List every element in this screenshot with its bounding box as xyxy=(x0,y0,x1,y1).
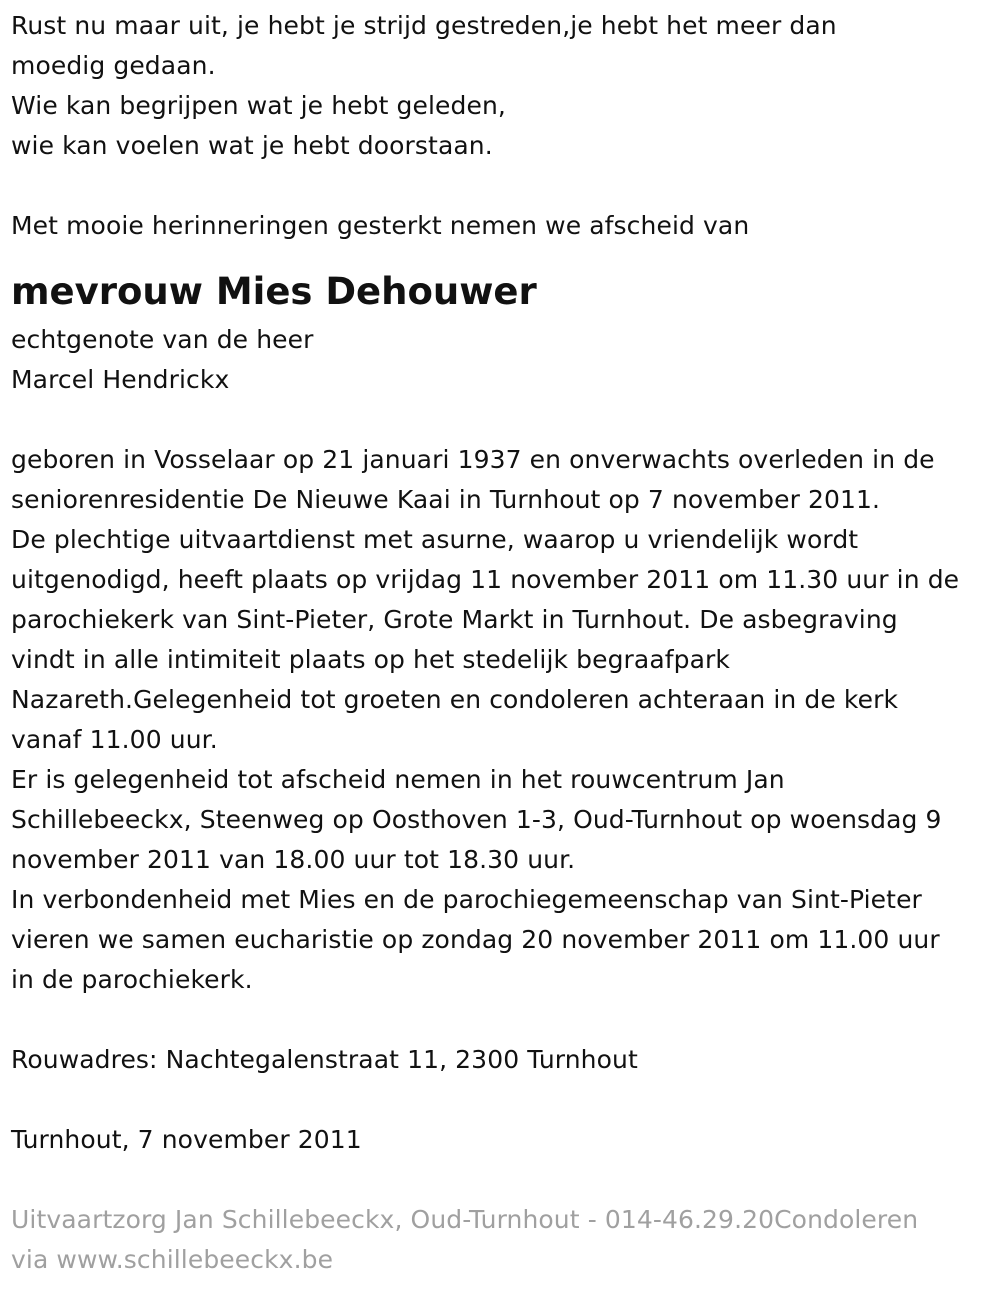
body-line: uitgenodigd, heeft plaats op vrijdag 11 november 2011 om 11.30 uur in de xyxy=(11,565,960,594)
spacer xyxy=(11,166,996,206)
poem xyxy=(11,6,996,166)
body-line: De plechtige uitvaartdienst met asurne, waarop u vriendelijk wordt xyxy=(11,525,859,554)
body-line: november 2011 van 18.00 uur tot 18.30 uur. xyxy=(11,845,576,874)
body-line: geboren in Vosselaar op 21 januari 1937 en onverwachts overleden in de xyxy=(11,445,935,474)
relation-line: echtgenote van de heer xyxy=(11,325,314,354)
footer-line: via www.schillebeeckx.be xyxy=(11,1245,334,1274)
body-line: vieren we samen eucharistie op zondag 20 november 2011 om 11.00 uur xyxy=(11,925,940,954)
body-line: parochiekerk van Sint-Pieter, Grote Markt in Turnhout. De asbegraving xyxy=(11,605,898,634)
obituary-notice xyxy=(11,6,996,1280)
poem-line: wie kan voelen wat je hebt doorstaan. xyxy=(11,131,493,160)
footer-line: Uitvaartzorg Jan Schillebeeckx, Oud-Turnhout - 014-46.29.20Condoleren xyxy=(11,1205,919,1234)
poem-line: Wie kan begrijpen wat je hebt geleden, xyxy=(11,91,506,120)
body-line: vindt in alle intimiteit plaats op het stedelijk begraafpark xyxy=(11,645,731,674)
body-line: Nazareth.Gelegenheid tot groeten en condoleren achteraan in de kerk xyxy=(11,685,899,714)
place-date: Turnhout, 7 november 2011 xyxy=(11,1125,362,1154)
spacer xyxy=(11,1000,996,1040)
mourning-address: Rouwadres: Nachtegalenstraat 11, 2300 Turnhout xyxy=(11,1045,638,1074)
poem-line: Rust nu maar uit, je hebt je strijd gestreden,je hebt het meer dan xyxy=(11,11,837,40)
poem-line: moedig gedaan. xyxy=(11,51,216,80)
intro-text: Met mooie herinneringen gesterkt nemen we afscheid van xyxy=(11,211,750,240)
body-line: seniorenresidentie De Nieuwe Kaai in Turnhout op 7 november 2011. xyxy=(11,485,881,514)
footer xyxy=(11,1200,996,1280)
spacer xyxy=(11,1080,996,1120)
deceased-name: mevrouw Mies Dehouwer xyxy=(11,270,537,313)
spacer xyxy=(11,400,996,440)
spouse-name: Marcel Hendrickx xyxy=(11,365,230,394)
body-line: In verbondenheid met Mies en de parochiegemeenschap van Sint-Pieter xyxy=(11,885,922,914)
body-line: vanaf 11.00 uur. xyxy=(11,725,218,754)
body-text xyxy=(11,440,996,1000)
spacer xyxy=(11,1160,996,1200)
body-line: Schillebeeckx, Steenweg op Oosthoven 1-3, Oud-Turnhout op woensdag 9 xyxy=(11,805,942,834)
body-line: in de parochiekerk. xyxy=(11,965,253,994)
body-line: Er is gelegenheid tot afscheid nemen in het rouwcentrum Jan xyxy=(11,765,785,794)
